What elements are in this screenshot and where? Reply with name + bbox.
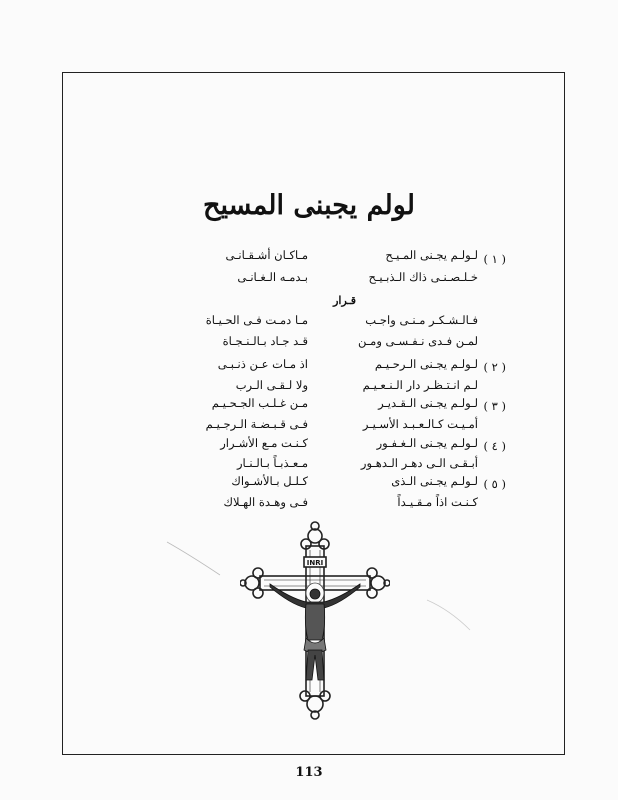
- verse-line: قـد جـاد بـالـنـجـاة: [222, 334, 308, 348]
- verse-line: لـولـم يجـنى الـذى: [391, 474, 478, 488]
- verse-line: لـولـم يجـنى الـرحـيـم: [374, 357, 478, 371]
- verse-line: لـم انـتـظـر دار الـنـعـيـم: [362, 378, 478, 392]
- stanza-number: ( ٣ ): [483, 399, 506, 413]
- verse-line: ولا لـقـى الـرب: [235, 378, 308, 392]
- scan-scratch: [165, 540, 225, 580]
- verse-line: أمـيـت كـالـعـبـد الأسـيـر: [362, 417, 478, 431]
- verse-line: لمـن فـدى نـفـسـى ومـن: [358, 334, 478, 348]
- verse-line: أبـقـى الـى دهـر الـدهـور: [360, 456, 478, 470]
- verse-line: مـاكـان أشـقـانـى: [225, 248, 308, 262]
- cross-label: INRI: [306, 559, 324, 567]
- verse-line: لـولـم يجـنى الـقـديـر: [378, 396, 478, 410]
- crucifix-illustration: [240, 520, 390, 720]
- page-number: 113: [295, 765, 323, 780]
- verse-line: مـا دمـت فـى الحـيـاة: [205, 313, 308, 327]
- verse-line: خـلـصـنـى ذاك الـذبـيـح: [368, 270, 478, 284]
- verse-line: كـلـل بـالأشـواك: [231, 474, 308, 488]
- verse-line: فـى قـبـضـة الـرجـيـم: [205, 417, 308, 431]
- verse-line: لـولـم يجـنى المـيـح: [385, 248, 478, 262]
- hymn-title: لولم يجبنى المسيح: [203, 190, 415, 221]
- stanza-number: ( ٢ ): [483, 360, 506, 374]
- verse-line: كـنـت اذاً مـقـيـداً: [397, 495, 478, 509]
- verse-line: بـدمـه الـغـانـى: [237, 270, 308, 284]
- verse-line: فـى وهـدة الهـلاك: [223, 495, 308, 509]
- verse-line: لـولـم يجـنى الـغـفـور: [376, 436, 478, 450]
- chorus-label: قـرار: [333, 294, 356, 307]
- verse-line: مـعـذبـاً بـالـنـار: [236, 456, 308, 470]
- stanza-number: ( ١ ): [483, 252, 506, 266]
- stanza-number: ( ٥ ): [483, 477, 506, 491]
- stanza-number: ( ٤ ): [483, 439, 506, 453]
- verse-line: اذ مـات عـن ذنـبـى: [217, 357, 308, 371]
- verse-line: مـن غـلـب الجـحـيـم: [211, 396, 308, 410]
- scan-scratch: [425, 595, 475, 635]
- verse-line: فـالـشـكـر مـنـى واجـب: [365, 313, 478, 327]
- verse-line: كـنـت مـع الأشـرار: [220, 436, 308, 450]
